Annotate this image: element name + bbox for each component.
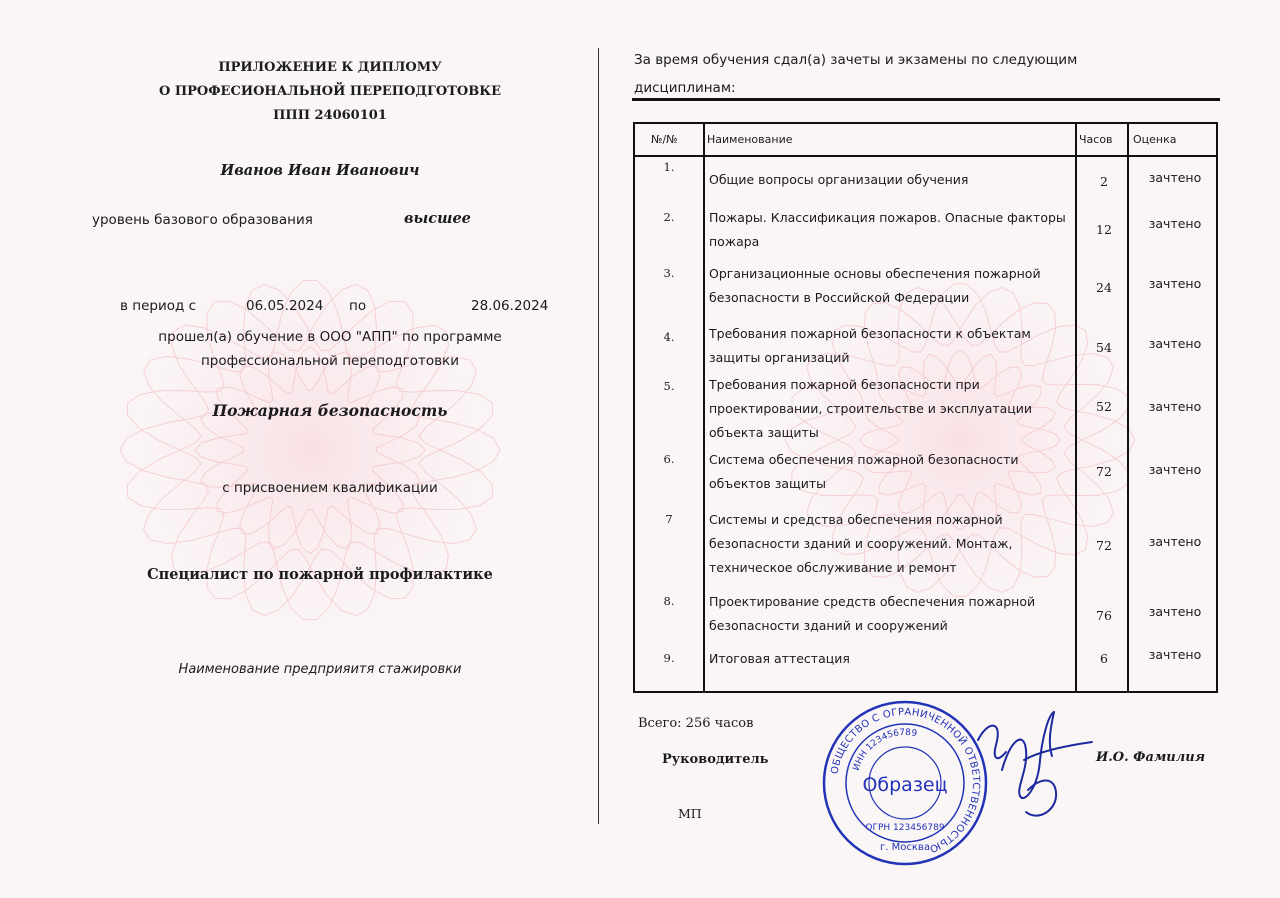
row-discipline: Системы и средства обеспечения пожарной безопасности зданий и сооружений. Монтаж, техническое обслуживание и ремонт	[709, 512, 1013, 575]
qualification-label: с присвоением квалификации	[222, 480, 438, 496]
row-number: 9.	[663, 651, 675, 665]
row-discipline: Общие вопросы организации обучения	[709, 172, 969, 187]
row-hours: 76	[1096, 608, 1112, 623]
education-value: высшее	[404, 210, 471, 227]
stamp-center-text: Образец	[862, 774, 948, 796]
period-to-date: 28.06.2024	[471, 298, 549, 314]
row-discipline: Система обеспечения пожарной безопасности объектов защиты	[709, 452, 1019, 491]
row-number: 4.	[663, 330, 675, 344]
row-hours: 54	[1096, 340, 1112, 355]
row-number: 1.	[663, 160, 675, 174]
col-divider	[703, 124, 705, 691]
director-name: И.О. Фамилия	[1096, 750, 1206, 765]
col-header-grade: Оценка	[1133, 133, 1177, 146]
row-hours: 2	[1100, 174, 1108, 189]
director-signature	[968, 700, 1108, 830]
row-discipline: Проектирование средств обеспечения пожарной безопасности зданий и сооружений	[709, 594, 1036, 633]
row-discipline: Организационные основы обеспечения пожарной безопасности в Российской Федерации	[709, 266, 1041, 305]
header-line-1: ПРИЛОЖЕНИЕ К ДИПЛОМУ	[218, 60, 442, 75]
page-divider	[598, 48, 599, 824]
period-from-date: 06.05.2024	[246, 298, 324, 314]
row-hours: 52	[1096, 399, 1112, 414]
row-number: 7	[665, 512, 673, 526]
row-grade: зачтено	[1148, 534, 1202, 549]
row-grade: зачтено	[1148, 216, 1202, 231]
row-number: 8.	[663, 594, 675, 608]
row-grade: зачтено	[1148, 170, 1202, 185]
header-line-3: ППП 24060101	[273, 108, 387, 123]
student-name: Иванов Иван Иванович	[220, 162, 420, 179]
stamp-outer-text: ОБЩЕСТВО С ОГРАНИЧЕННОЙ ОТВЕТСТВЕННОСТЬЮ	[829, 706, 982, 855]
row-number: 6.	[663, 452, 675, 466]
disciplines-table	[633, 122, 1218, 693]
program-name: Пожарная безопасность	[212, 401, 448, 420]
col-header-hours: Часов	[1079, 133, 1113, 146]
row-hours: 72	[1096, 464, 1112, 479]
right-title-line-1: За время обучения сдал(а) зачеты и экзамены по следующим	[634, 52, 1078, 68]
row-hours: 6	[1100, 651, 1108, 666]
title-underline	[632, 98, 1220, 101]
header-divider	[635, 155, 1216, 157]
stamp-ogrn: ОГРН 123456789	[865, 823, 945, 833]
row-discipline: Итоговая аттестация	[709, 651, 850, 666]
row-hours: 12	[1096, 222, 1112, 237]
period-to-label: по	[349, 298, 367, 314]
row-grade: зачтено	[1148, 647, 1202, 662]
enterprise-label: Наименование предприяитя стажировки	[178, 662, 462, 677]
col-header-name: Наименование	[707, 133, 793, 146]
right-title-line-2: дисциплинам:	[634, 80, 736, 96]
svg-text:ИНН 123456789	[852, 728, 918, 772]
row-grade: зачтено	[1148, 336, 1202, 351]
row-grade: зачтено	[1148, 399, 1202, 414]
row-number: 3.	[663, 266, 675, 280]
row-grade: зачтено	[1148, 276, 1202, 291]
row-discipline: Требования пожарной безопасности к объектам защиты организаций	[709, 326, 1031, 365]
mp-label: МП	[678, 806, 702, 821]
study-line-2: профессиональной переподготовки	[200, 353, 459, 369]
row-discipline: Пожары. Классификация пожаров. Опасные факторы пожара	[709, 210, 1066, 249]
total-hours: Всего: 256 часов	[638, 716, 754, 731]
col-header-num: №/№	[651, 133, 678, 146]
row-grade: зачтено	[1148, 604, 1202, 619]
qualification-value: Специалист по пожарной профилактике	[147, 566, 493, 583]
period-from-label: в период с	[120, 298, 197, 314]
row-number: 5.	[663, 379, 675, 393]
study-line-1: прошел(а) обучение в ООО "АПП" по программе	[158, 329, 502, 345]
row-discipline: Требования пожарной безопасности при проектировании, строительстве и эксплуатации объекта защиты	[709, 377, 1033, 440]
row-grade: зачтено	[1148, 462, 1202, 477]
header-line-2: О ПРОФЕСИОНАЛЬНОЙ ПЕРЕПОДГОТОВКЕ	[159, 84, 501, 99]
row-hours: 72	[1096, 538, 1112, 553]
row-number: 2.	[663, 210, 675, 224]
organization-stamp	[820, 698, 990, 868]
education-label: уровень базового образования	[92, 212, 313, 228]
stamp-city: г. Москва	[880, 842, 930, 853]
director-label: Руководитель	[662, 752, 769, 767]
col-divider	[1075, 124, 1077, 691]
row-hours: 24	[1096, 280, 1112, 295]
stamp-inn: ИНН 123456789	[851, 727, 918, 773]
